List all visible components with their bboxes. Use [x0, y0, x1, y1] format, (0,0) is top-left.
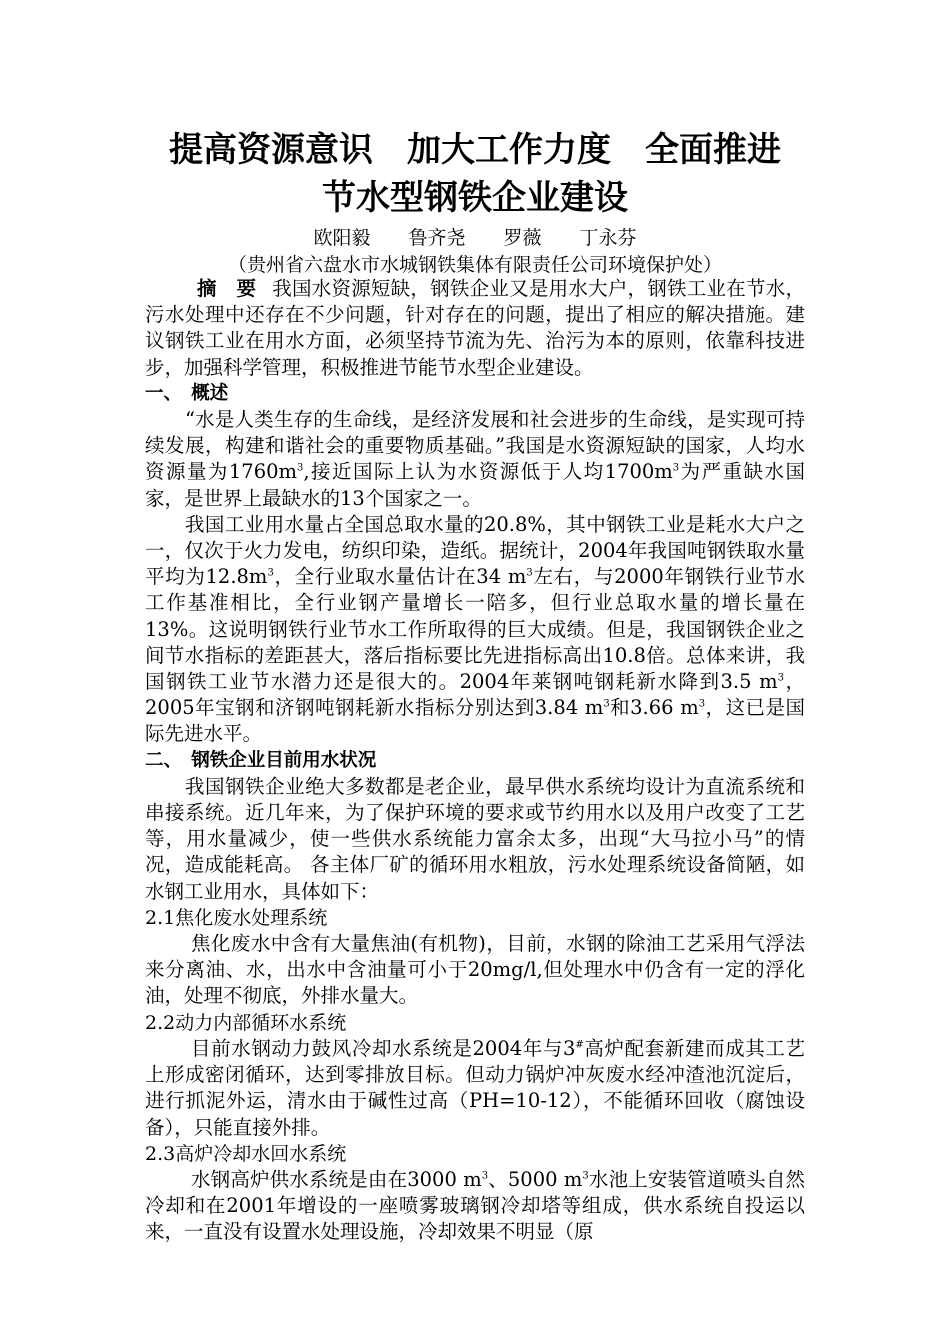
section-2-heading: 二、 钢铁企业目前用水状况 — [145, 749, 377, 771]
text-run: ，这已是国际先进水平。 — [145, 696, 805, 746]
superscript: 3 — [582, 1170, 589, 1182]
abstract — [145, 276, 805, 381]
text-run: 水钢高炉供水系统是由在3000 m — [191, 1167, 482, 1191]
superscript: 3 — [481, 1170, 489, 1182]
text-run: 为严重缺水国家，是世界上最缺水的13个国家之一。 — [145, 460, 805, 510]
abstract-text: 我国水资源短缺，钢铁企业又是用水大户，钢铁工业在节水，污水处理中还存在不少问题，针对存在的问题，提出了相应的解决措施。建议钢铁工业在用水方面，必须坚持节流为先、治污为本的原则，依靠科技进步，加强科学管理，积极推进节能节水型企业建设。 — [145, 277, 805, 379]
text-run: 我国工业用水量占全国总取水量的20.8%，其中钢铁工业是耗水大户之一，仅次于火力发电，纺织印染，造纸。据统计，2004年我国吨钢铁取水量平均为12.8m — [145, 512, 805, 589]
text-run: ，2005年宝钢和济钢吨钢耗新水指标分别达到3.84 m — [145, 670, 805, 720]
superscript: # — [575, 1039, 584, 1051]
text-run: 高炉配套新建而成其工艺上形成密闭循环，达到零排放目标。但动力锅炉冲灰废水经冲渣池沉淀后，进行抓泥外运，清水由于碱性过高（PH=10-12），不能循环回收（腐蚀设备），只能直接外排。 — [145, 1036, 805, 1139]
title-line-1: 提高资源意识 加大工作力度 全面推进 — [169, 130, 781, 170]
section-1-paragraph-2 — [145, 512, 805, 748]
superscript: 3 — [603, 698, 610, 710]
text-run: “水是人类生存的生命线，是经济发展和社会进步的生命线，是实现可持续发展，构建和谐社会的重要物质基础。”我国是水资源短缺的国家，人均水资源量为1760m — [145, 408, 805, 484]
section-2-1-paragraph: 焦化废水中含有大量焦油(有机物)，目前，水钢的除油工艺采用气浮法来分离油、水，出水中含油量可小于20mg/l,但处理水中仍含有一定的浮化油，处理不彻底，外排水量大。 — [145, 932, 805, 1008]
text-run: ,接近国际上认为水资源低于人均1700m — [303, 460, 673, 484]
abstract-label: 摘 要 — [197, 277, 257, 300]
title-line-2: 节水型钢铁企业建设 — [322, 178, 628, 218]
text-run: 、5000 m — [488, 1167, 583, 1191]
superscript: 3 — [267, 567, 274, 579]
text-run: 左右，与2000年钢铁行业节水工作基准相比，全行业钢产量增长一陪多，但行业总取水量的增长量在13%。这说明钢铁行业节水工作所取得的巨大成绩。但是，我国钢铁企业之间节水指标的差距甚大，落后指标要比先进指标高出10.8倍。总体来讲，我国钢铁工业节水潜力还是很大的。2004年莱钢吨钢耗新水降到3.5 m — [145, 565, 805, 694]
text-run: 目前水钢动力鼓风冷却水系统是2004年与3 — [191, 1036, 576, 1060]
superscript: 3 — [672, 462, 680, 474]
text-run: ，全行业取水量估计在34 m — [273, 565, 527, 589]
affiliation: （贵州省六盘水市水城钢铁集体有限责任公司环境保护处） — [227, 254, 722, 276]
section-2-3-heading: 2.3高炉冷却水回水系统 — [145, 1142, 347, 1165]
superscript: 3 — [297, 462, 304, 474]
section-1-heading: 一、 概述 — [145, 382, 229, 404]
section-2-paragraph-1: 我国钢铁企业绝大多数都是老企业，最早供水系统均设计为直流系统和串接系统。近几年来，为了保护环境的要求或节约用水以及用户改变了工艺等，用水量减少，使一些供水系统能力富余太多，出现“大马拉小马”的情况，造成能耗高。 各主体厂矿的循环用水粗放，污水处理系统设备简陋，如水钢工业用水，具体如下： — [145, 774, 805, 903]
section-1-paragraph-1 — [145, 407, 805, 512]
text-run: 水池上安装管道喷头自然冷却和在2001年增设的一座喷雾玻璃钢冷却塔等组成，供水系统自投运以来，一直没有设置水处理设施，冷却效果不明显（原 — [145, 1167, 805, 1244]
superscript: 3 — [526, 567, 533, 579]
body-text — [145, 276, 805, 1246]
superscript: 3 — [698, 698, 706, 710]
section-2-2-paragraph — [145, 1036, 805, 1141]
superscript: 3 — [777, 672, 785, 684]
text-run: 和3.66 m — [609, 696, 699, 720]
section-2-2-heading: 2.2动力内部循环水系统 — [145, 1011, 347, 1034]
authors: 欧阳毅 鲁齐尧 罗薇 丁永芬 — [313, 227, 637, 249]
section-2-1-heading: 2.1焦化废水处理系统 — [145, 906, 328, 929]
section-2-3-paragraph — [145, 1167, 805, 1246]
